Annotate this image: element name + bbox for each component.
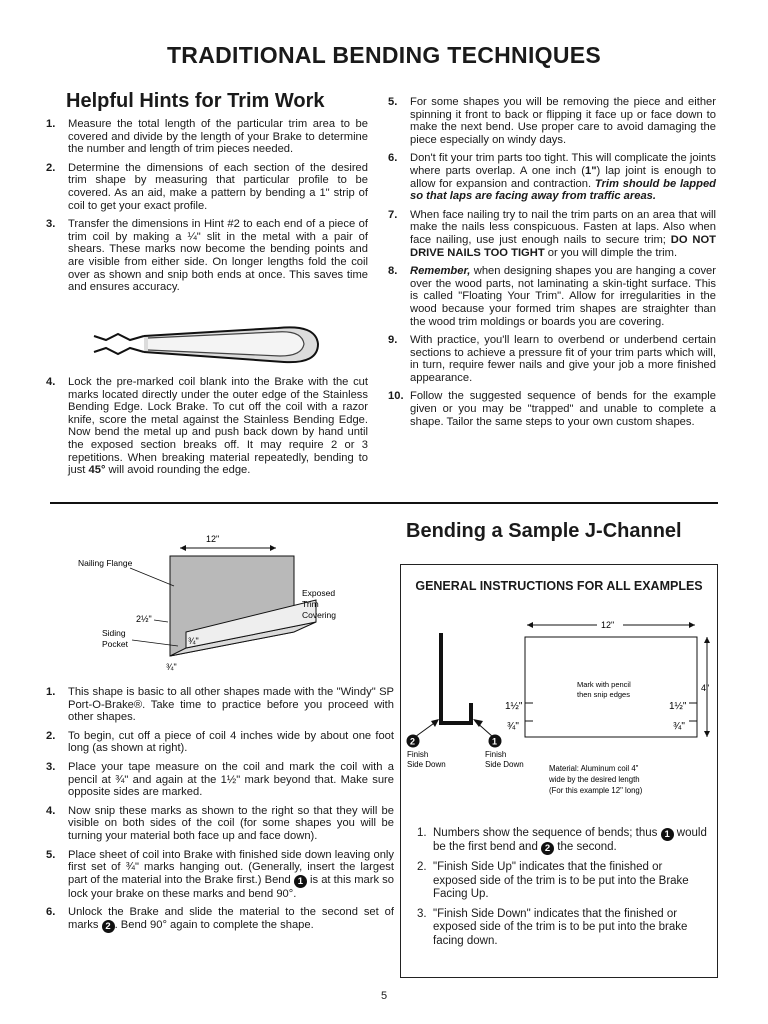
instructions-list: [417, 827, 707, 954]
hint-item: 4. Lock the pre-marked coil blank into the Brake with the cut marks located directly under the outer edge of the Stainless Bending Edge. Lock Brake. To cut off the coil with a razor knife, score the metal against the Stainless Bending Edge. Now bend the metal up and push back down by hand until the exposed section breaks off. It may require 2 or 3 repetitions. When breaking material repeatedly, bending to just 45° will avoid rounding the edge.: [46, 376, 368, 477]
bend-number-icon: 1: [661, 828, 674, 841]
hint-item: 1. Measure the total length of the particular trim area to be covered and divide by the length of your Brake to determine the number and length of trim pieces needed.: [46, 118, 368, 156]
instruction-item: 1. Numbers show the sequence of bends; thus 1 would be the first bend and 2 the second.: [417, 827, 707, 854]
coil-width-label: 12": [601, 620, 615, 630]
step-item: 1. This shape is basic to all other shapes made with the "Windy" SP Port-O-Brake®. Take time to practice before you proceed with other shapes.: [46, 686, 394, 724]
bend-1-label-line1: Finish: [485, 750, 507, 759]
instruction-item: 2. "Finish Side Up" indicates that the finished or exposed side of the trim is to be put into the Brake Facing Up.: [417, 861, 689, 900]
mark-note-line2: then snip edges: [577, 690, 630, 699]
bend-2-number: 2: [410, 736, 416, 747]
step-item: 2. To begin, cut off a piece of coil 4 inches wide by about one foot long (as shown at right).: [46, 729, 394, 755]
dim-length-label: 12": [206, 534, 220, 544]
siding-pocket-label-line1: Siding: [102, 628, 126, 638]
bend-number-icon: 2: [102, 920, 115, 933]
section-divider: [50, 502, 718, 504]
hint-item: 3. Transfer the dimensions in Hint #2 to each end of a piece of trim coil by making a ¼" slit in the metal with a pair of shears. These marks now become the bending points and are visible from either side. On longer lengths fold the coil over as shown and snip both ends at once. This saves time and ensures accuracy.: [46, 218, 368, 294]
dim-height-label: 2½": [136, 614, 152, 624]
bend-1-number: 1: [492, 736, 498, 747]
left-upper-dim: 1½": [505, 701, 523, 712]
jchannel-heading: Bending a Sample J-Channel: [406, 520, 682, 542]
left-lower-dim: ¾": [507, 721, 519, 732]
instructions-box-title: GENERAL INSTRUCTIONS FOR ALL EXAMPLES: [415, 579, 703, 593]
hints-left-column: [46, 118, 368, 300]
mark-note-line1: Mark with pencil: [577, 680, 631, 689]
general-instructions-box: [400, 564, 718, 978]
step-item: 3. Place your tape measure on the coil and mark the coil with a pencil at ¾" and again at the 1½" mark beyond that. Make sure opposite sides are marked.: [46, 760, 394, 799]
hint-item: 2. Determine the dimensions of each section of the desired trim shape by measuring that particular profile to be covered. As an aid, make a pattern by bending a 1" strip of coil to get your exact profile.: [46, 161, 368, 212]
hints-right-column: [388, 96, 716, 434]
material-note-line3: (For this example 12" long): [549, 786, 643, 795]
hint-item: 9. With practice, you'll learn to overbend or underbend certain sections to achieve a pressure fit of your trim parts which will, in turn, require fewer nails and give your job a more finished appearance.: [388, 334, 716, 384]
hints-heading: Helpful Hints for Trim Work: [66, 90, 325, 112]
bend-number-icon: 2: [541, 842, 554, 855]
bend-1-label-line2: Side Down: [485, 760, 524, 769]
right-upper-dim: 1½": [669, 701, 687, 712]
hint-item: 7. When face nailing try to nail the trim parts on an area that will make the nails less conspicuous. Fasten at laps. Also when face nailing, use just enough nails to secure trim; DO NOT DRIVE NAILS TOO TIGHT or you will dimple the trim.: [388, 208, 716, 259]
dim-pocket-width-label: ¾": [188, 636, 199, 646]
step-item: 4. Now snip these marks as shown to the right so that they will be visible on both sides of the coil (for some shapes you will be turning your material both face up and face down).: [46, 804, 394, 842]
bend-2-label-line1: Finish: [407, 750, 429, 759]
jchannel-steps: [46, 686, 394, 939]
folded-coil-illustration: [88, 318, 328, 374]
dim-bottom-width-label: ¾": [166, 662, 177, 672]
step-item: 6. Unlock the Brake and slide the material to the second set of marks 2 . Bend 90° again to complete the shape.: [46, 906, 394, 932]
exposed-trim-label-line3: Covering: [302, 610, 337, 620]
material-note-line2: wide by the desired length: [549, 775, 640, 784]
exposed-trim-label-line2: Trim: [302, 599, 319, 609]
page-title: TRADITIONAL BENDING TECHNIQUES: [166, 42, 602, 68]
nailing-flange-label: Nailing Flange: [78, 558, 133, 568]
hint-item: 5. For some shapes you will be removing the piece and either spinning it front to back or flipping it face up or face down to make the next bend. Use proper care to avoid damaging the piece especially on windy days.: [388, 96, 716, 146]
hint-item: 10. Follow the suggested sequence of bends for the example given or you may be "trapped" and unable to complete a shape. Tailor the same steps to your own custom shapes.: [388, 390, 716, 428]
page-number: 5: [380, 990, 388, 1002]
coil-height-label: 4": [701, 683, 710, 693]
step-item: 5. Place sheet of coil into Brake with finished side down leaving only first set of ¾" marks hanging out. (Generally, insert the largest part of the material into the Brake first.) Bend 1 is at this mark so lock your brake on these marks and bend 90°.: [46, 848, 394, 900]
hint-4-block: [46, 376, 368, 483]
hint-item: 6. Don't fit your trim parts too tight. This will complicate the joints where parts overlap. A one inch (1") lap joint is enough to allow for expansion and contraction. Trim should be lapped so that laps are facing away from traffic areas.: [388, 152, 716, 203]
right-lower-dim: ¾": [673, 721, 685, 732]
material-note-line1: Material: Aluminum coil 4": [549, 764, 639, 773]
exposed-trim-label-line1: Exposed: [302, 588, 336, 598]
siding-pocket-label-line2: Pocket: [102, 639, 128, 649]
bend-2-label-line2: Side Down: [407, 760, 446, 769]
j-channel-diagram: [70, 528, 360, 678]
coil-blank-diagram: [401, 603, 719, 825]
instruction-item: 3. "Finish Side Down" indicates that the finished or exposed side of the trim is to be put into the brake facing down.: [417, 907, 688, 947]
hint-item: 8. Remember, when designing shapes you are hanging a cover over the wood parts, not laminating a skin-tight surface. This is called "Floating Your Trim". Allow for irregularities in the wood because your formed trim shapes are straighter than the wood trim moldings or boards you are covering.: [388, 265, 716, 328]
bend-number-icon: 1: [294, 875, 307, 888]
